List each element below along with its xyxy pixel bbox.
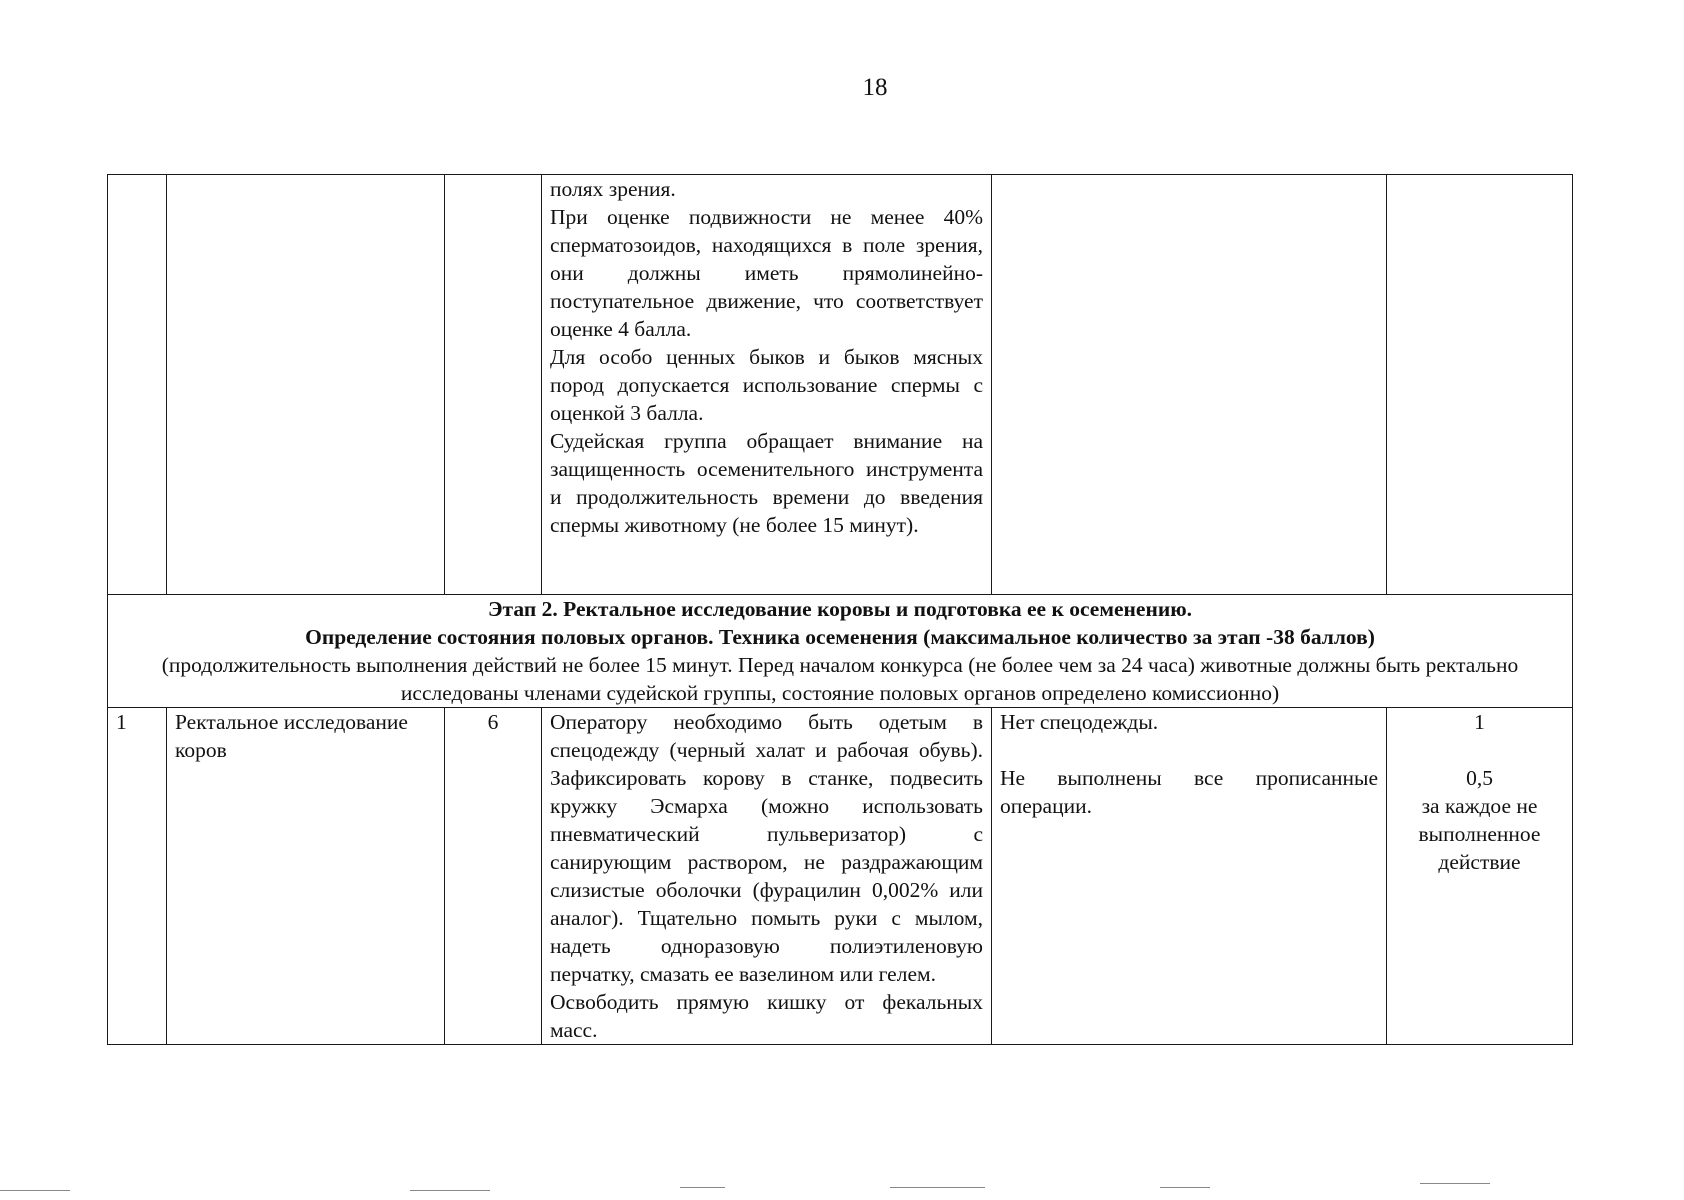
page-number: 18 xyxy=(862,74,888,101)
cell-violation-empty xyxy=(992,175,1387,595)
cell-continuation-description xyxy=(542,175,992,595)
table-row-continuation xyxy=(108,175,1573,595)
cell-row-number: 1 xyxy=(108,708,167,1045)
violation-item: Нет спецодежды. xyxy=(1000,710,1159,734)
penalty-value: 0,5 xyxy=(1466,766,1493,790)
continuation-paragraph: полях зрения. xyxy=(550,177,676,201)
stage-note: (продолжительность выполнения действий не более 15 минут. Перед началом конкурса (не более чем за 24 часа) животные должны быть ректально исследованы членами судейской группы, состояние половых органов определено комиссионно) xyxy=(161,653,1519,705)
cell-violations xyxy=(992,708,1387,1045)
penalty-value: 1 xyxy=(1474,710,1485,734)
table-row-stage-header xyxy=(108,595,1573,708)
scan-artifact xyxy=(410,1190,490,1191)
continuation-paragraph: При оценке подвижности не менее 40% сперматозоидов, находящихся в поле зрения, они должны иметь прямолинейно-поступательное движение, что соответствует оценке 4 балла. xyxy=(550,205,983,341)
cell-points-empty xyxy=(445,175,542,595)
stage-subtitle: Определение состояния половых органов. Техника осеменения (максимальное количество за этап -38 баллов) xyxy=(305,625,1375,649)
penalty-note: за каждое не выполненное действие xyxy=(1418,794,1541,874)
criteria-table xyxy=(107,174,1573,1045)
cell-criterion-description xyxy=(542,708,992,1045)
stage-title: Этап 2. Ректальное исследование коровы и подготовка ее к осеменению. xyxy=(487,597,1193,621)
stage-header-cell xyxy=(108,595,1573,708)
scan-artifact xyxy=(890,1187,985,1188)
continuation-paragraph: Судейская группа обращает внимание на защищенность осеменительного инструмента и продолжительность времени до введения спермы животному (не более 15 минут). xyxy=(550,429,983,537)
scan-artifact xyxy=(1160,1187,1210,1188)
cell-max-points: 6 xyxy=(445,708,542,1045)
cell-penalty-empty xyxy=(1387,175,1573,595)
scan-artifact xyxy=(0,1190,70,1191)
violation-item: Не выполнены все прописанные операции. xyxy=(1000,766,1378,818)
scan-artifact xyxy=(680,1187,725,1188)
continuation-paragraph: Для особо ценных быков и быков мясных пород допускается использование спермы с оценкой 3 балла. xyxy=(550,345,983,425)
table-row xyxy=(108,708,1573,1045)
cell-penalties xyxy=(1387,708,1573,1045)
cell-criterion-name: Ректальное исследование коров xyxy=(167,708,445,1045)
cell-number-empty xyxy=(108,175,167,595)
description-paragraph: Освободить прямую кишку от фекальных масс. xyxy=(550,990,983,1042)
scan-artifact xyxy=(1420,1183,1490,1184)
description-paragraph: Оператору необходимо быть одетым в спецодежду (черный халат и рабочая обувь). Зафиксировать корову в станке, подвесить кружку Эсмарха (можно использовать пневматический пульверизатор) с санирующим раствором, не раздражающим слизистые оболочки (фурацилин 0,002% или аналог). Тщательно помыть руки с мылом, надеть одноразовую полиэтиленовую перчатку, смазать ее вазелином или гелем. xyxy=(550,710,983,986)
cell-name-empty xyxy=(167,175,445,595)
